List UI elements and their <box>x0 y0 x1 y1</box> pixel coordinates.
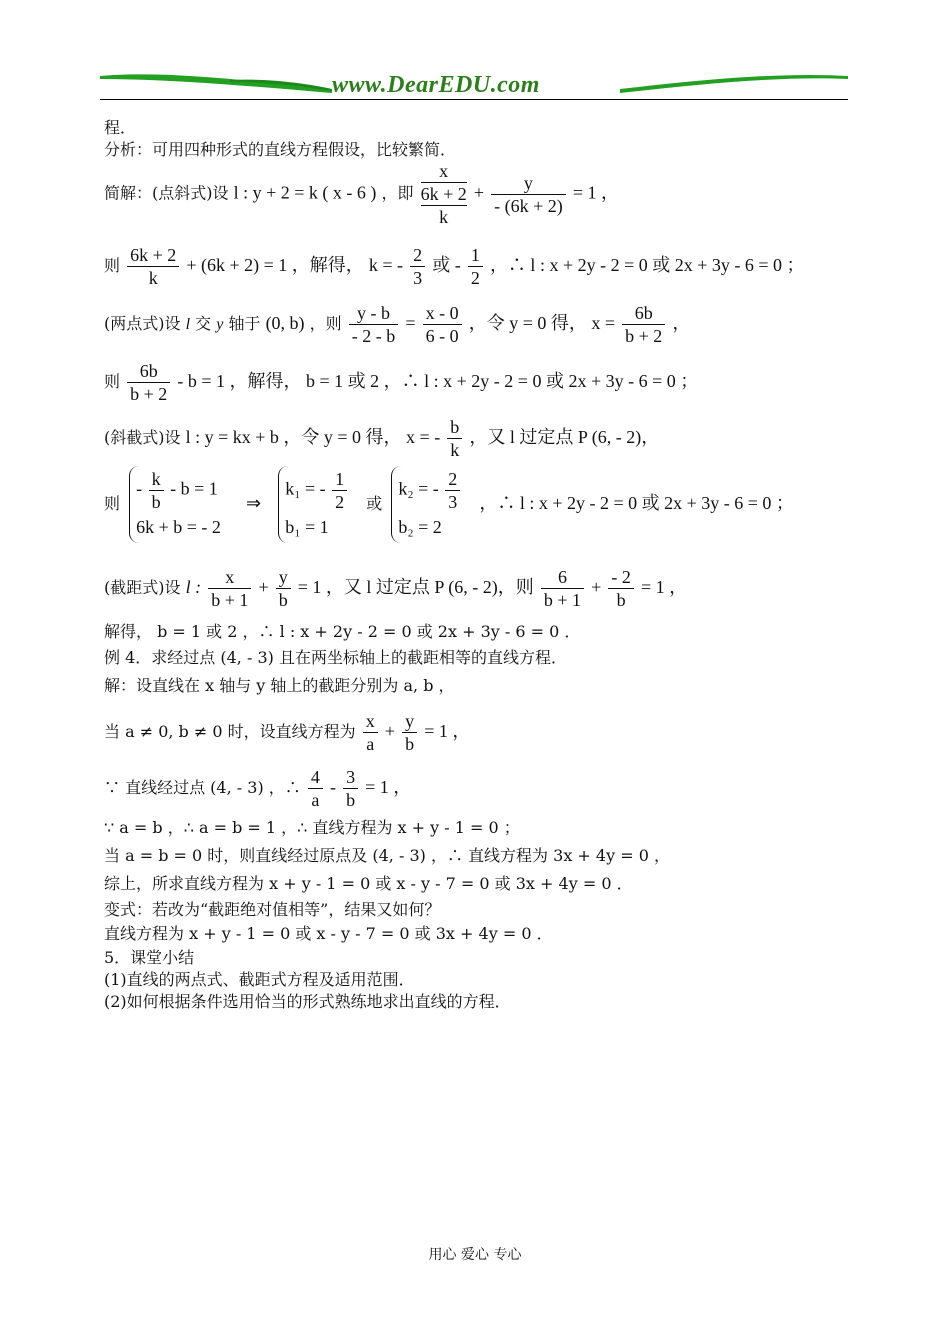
fraction <box>127 244 179 289</box>
equation-tail: = 1 ， <box>424 721 471 741</box>
numerator: 2 <box>445 468 460 491</box>
operator: + <box>258 577 269 597</box>
operator: - <box>136 478 143 499</box>
lead-text: 当 a ≠ 0, b ≠ 0 时，设直线方程为 <box>104 722 356 741</box>
equation-tail: = 1 ， <box>640 577 688 597</box>
numerator: 2 <box>410 244 425 267</box>
numerator: y <box>276 566 291 589</box>
numerator: x <box>208 566 251 589</box>
numerator: 6k + 2 <box>127 244 179 267</box>
fraction <box>622 302 665 347</box>
connector-text: 交 <box>195 314 212 333</box>
fraction <box>608 566 634 611</box>
fraction <box>402 710 417 755</box>
text-line: 当 a = b = 0 时，则直线经过原点及 (4, - 3) ，∴ 直线方程为 3x + 4y = 0 ， <box>104 846 670 865</box>
fraction <box>447 416 462 461</box>
fraction <box>541 566 584 611</box>
denominator: b + 2 <box>130 384 168 404</box>
connector-text: 或 <box>366 494 383 513</box>
fraction <box>208 566 251 611</box>
solution-system <box>278 466 357 543</box>
numerator: k <box>149 468 164 491</box>
fraction <box>363 710 378 755</box>
fraction <box>491 172 566 217</box>
equation-system <box>129 466 229 543</box>
denominator: 3 <box>448 492 458 512</box>
fraction <box>149 468 164 513</box>
equation-tail: = 1 ， <box>365 777 412 797</box>
equation: l : y = kx + b ，令 y = 0 得， x = - <box>185 427 441 447</box>
fraction <box>343 766 358 811</box>
intercept-line <box>104 566 687 611</box>
point-slope-line <box>104 160 619 228</box>
punctuation: ， <box>672 313 691 333</box>
fraction <box>308 766 323 811</box>
example-heading: 例 4．求经过点 (4, - 3) 且在两坐标轴上的截距相等的直线方程． <box>104 648 567 667</box>
lead-text: 简解：(点斜式)设 <box>104 183 229 203</box>
solve-line: 解得， b = 1 或 2 ，∴ l : x + 2y - 2 = 0 或 2x + 3y - 6 = 0 ． <box>104 622 581 641</box>
system-row <box>285 468 349 513</box>
page-footer: 用心 爱心 专心 <box>428 1247 522 1263</box>
denominator: k <box>148 268 158 288</box>
operator: - <box>329 777 336 797</box>
compound-den: k <box>439 207 449 227</box>
solution-intro: 解：设直线在 x 轴与 y 轴上的截距分别为 a, b ， <box>104 676 455 695</box>
operator: + <box>473 182 484 203</box>
equation: k = - <box>368 255 404 275</box>
denominator: b <box>151 492 161 512</box>
numerator: y - b <box>349 302 399 325</box>
equation: + (6k + 2) = 1 ，解得， <box>186 255 364 275</box>
fraction <box>423 302 462 347</box>
denominator: b + 2 <box>625 326 663 346</box>
text-line: ∵ a = b ，∴ a = b = 1 ，∴ 直线方程为 x + y - 1 = 0 ； <box>104 818 520 837</box>
denominator: b <box>405 734 415 754</box>
point-slope-result-line <box>104 244 805 289</box>
fraction <box>332 468 347 513</box>
equation: - b = 1 <box>170 478 218 499</box>
numerator: b <box>447 416 462 439</box>
text-line: 综上，所求直线方程为 x + y - 1 = 0 或 x - y - 7 = 0 或 3x + 4y = 0 ． <box>104 874 633 893</box>
system-row <box>136 468 221 513</box>
lead-text: 则 <box>104 494 121 513</box>
system-row <box>398 468 462 513</box>
variant-question: 变式：若改为“截距绝对值相等”，结果又如何？ <box>104 900 441 919</box>
through-point-line <box>104 766 411 811</box>
equation-tail: = 1 ， <box>572 182 619 203</box>
operator: + <box>591 577 602 597</box>
implies-symbol: ⇒ <box>246 493 262 513</box>
connector-text: 或 - <box>432 255 461 275</box>
denominator: b + 1 <box>543 590 582 610</box>
case-nonzero-line <box>104 710 470 755</box>
equation-tail: ，∴ l : x + 2y - 2 = 0 或 2x + 3y - 6 = 0 ； <box>479 493 794 513</box>
lead-text: (斜截式)设 <box>104 428 181 447</box>
lead-text: 则 <box>104 372 121 391</box>
denominator: k <box>450 440 460 460</box>
fraction <box>127 360 170 405</box>
numerator: 1 <box>332 468 347 491</box>
lead-text: 则 <box>104 256 121 275</box>
denominator: 3 <box>413 268 423 288</box>
fraction <box>468 244 483 289</box>
denominator: a <box>366 734 375 754</box>
fraction <box>445 468 460 513</box>
operator: + <box>384 721 395 741</box>
numerator: 4 <box>308 766 323 789</box>
denominator: b <box>278 590 288 610</box>
numerator: y <box>491 172 566 195</box>
equation: k₁ = - <box>285 478 326 499</box>
slope-intercept-line <box>104 416 659 461</box>
connector-text: ，则 <box>309 314 342 333</box>
analysis-line: 分析：可用四种形式的直线方程假设，比较繁简． <box>104 140 457 159</box>
denominator: - (6k + 2) <box>494 195 563 216</box>
summary-item: (1)直线的两点式、截距式方程及适用范围． <box>104 970 415 989</box>
numerator: y <box>402 710 417 733</box>
header-banner <box>100 62 848 102</box>
equation-tail: ，又 l 过定点 P (6, - 2)， <box>469 427 660 447</box>
equation-tail: ，∴ l : x + 2y - 2 = 0 或 2x + 3y - 6 = 0 ； <box>489 255 805 275</box>
denominator: b <box>346 790 356 810</box>
numerator: 6b <box>127 360 170 383</box>
fraction <box>421 160 467 228</box>
operator: = <box>405 313 416 333</box>
compound-num: 6k + 2 <box>420 184 467 204</box>
lead-text: ∵ 直线经过点 (4, - 3) ，∴ <box>104 778 301 797</box>
denominator: a <box>311 790 320 810</box>
fraction <box>410 244 425 289</box>
denominator: - 2 - b <box>351 326 396 346</box>
equation: = 1 ，又 l 过定点 P (6, - 2)，则 <box>297 577 534 597</box>
system-row: 6k + b = - 2 <box>136 517 221 537</box>
system-line <box>104 466 794 543</box>
var-l: l <box>185 316 191 333</box>
numerator: x <box>421 160 467 183</box>
denominator: 2 <box>335 492 345 512</box>
two-point-line <box>104 302 690 347</box>
numerator: 3 <box>343 766 358 789</box>
denominator: 2 <box>470 268 480 288</box>
connector-text: 轴于 <box>228 314 261 333</box>
numerator: - 2 <box>608 566 634 589</box>
fraction <box>349 302 399 347</box>
text-line: 程． <box>104 118 137 137</box>
equation: - b = 1 ，解得， b = 1 或 2 ，∴ l : x + 2y - 2 = 0 或 2x + 3y - 6 = 0 ； <box>177 371 699 391</box>
two-point-result-line <box>104 360 698 405</box>
summary-item: (2)如何根据条件选用恰当的形式熟练地求出直线的方程． <box>104 992 511 1011</box>
var-y: y <box>216 316 224 333</box>
equation: ，令 y = 0 得， x = <box>468 313 616 333</box>
solution-system <box>391 466 470 543</box>
header-rule <box>100 99 848 100</box>
point: (0, b) <box>265 313 305 333</box>
var-l: l : <box>185 577 202 597</box>
lead-text: (两点式)设 <box>104 314 181 333</box>
equation: k₂ = - <box>398 478 439 499</box>
site-logo-text[interactable]: www.DearEDU.com <box>332 72 540 98</box>
system-row: b₂ = 2 <box>398 517 442 537</box>
variant-answer: 直线方程为 x + y - 1 = 0 或 x - y - 7 = 0 或 3x + 4y = 0 ． <box>104 924 553 943</box>
denominator: b + 1 <box>211 590 249 610</box>
numerator: 1 <box>468 244 483 267</box>
numerator: x - 0 <box>423 302 462 325</box>
lead-text: (截距式)设 <box>104 578 181 597</box>
equation: l : y + 2 = k ( x - 6 ) <box>233 182 377 203</box>
denominator: b <box>616 590 626 610</box>
denominator <box>421 183 467 228</box>
numerator: 6b <box>622 302 665 325</box>
fraction <box>276 566 291 611</box>
numerator: 6 <box>541 566 584 589</box>
denominator: 6 - 0 <box>425 326 459 346</box>
system-row: b₁ = 1 <box>285 517 329 537</box>
section-heading: 5．课堂小结 <box>104 948 195 967</box>
connector-text: ，即 <box>381 183 414 203</box>
numerator: x <box>363 710 378 733</box>
